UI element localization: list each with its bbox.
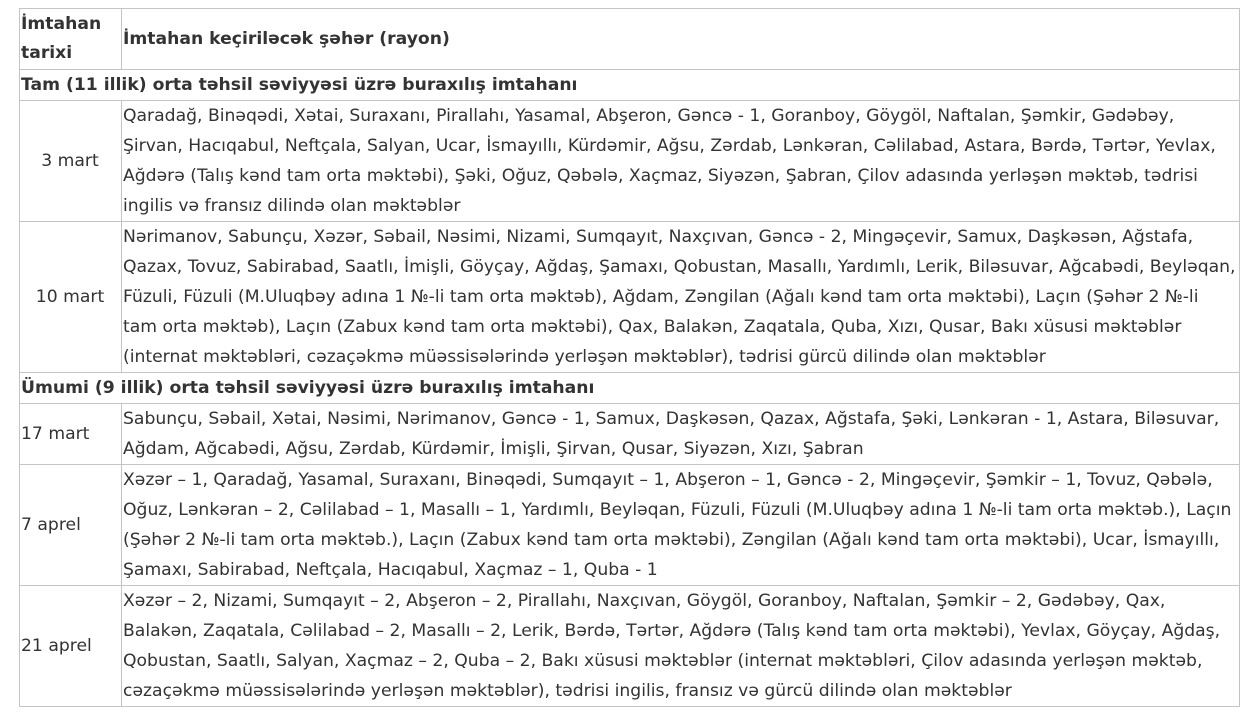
section-row-9-year [20, 373, 1240, 404]
section-title: Tam (11 illik) orta təhsil səviyyəsi üzrə buraxılış imtahanı [20, 70, 1240, 101]
city-list: Nərimanov, Sabunçu, Xəzər, Səbail, Nəsimi, Nizami, Sumqayıt, Naxçıvan, Gəncə - 2, Mingəçevir, Samux, Daşkəsən, Ağstafa, Qazax, Tovuz, Sabirabad, Saatlı, İmişli, Göyçay, Ağdaş, Şamaxı, Qobustan, Masallı, Yardımlı, Lerik, Biləsuvar, Ağcabədi, Beyləqan, Füzuli, Füzuli (M.Uluqbəy adına 1 №-li tam orta məktəb), Ağdam, Zəngilan (Ağalı kənd tam orta məktəbi), Laçın (Şəhər 2 №-li tam orta məktəb), Laçın (Zabux kənd tam orta məktəbi), Qax, Balakən, Zaqatala, Quba, Xızı, Qusar, Bakı xüsusi məktəblər (internat məktəbləri, cəzaçəkmə müəssisələrində yerləşən məktəblər), tədrisi gürcü dilində olan məktəblər [122, 222, 1240, 373]
city-list: Xəzər – 1, Qaradağ, Yasamal, Suraxanı, Binəqədi, Sumqayıt – 1, Abşeron – 1, Gəncə - 2, Mingəçevir, Şəmkir – 1, Tovuz, Qəbələ, Oğuz, Lənkəran – 2, Cəlilabad – 1, Masallı – 1, Yardımlı, Beyləqan, Füzuli, Füzuli (M.Uluqbəy adına 1 №-li tam orta məktəb.), Laçın (Şəhər 2 №-li tam orta məktəb.), Laçın (Zabux kənd tam orta məktəbi), Zəngilan (Ağalı kənd tam orta məktəbi), Ucar, İsmayıllı, Şamaxı, Sabirabad, Neftçala, Hacıqabul, Xaçmaz – 1, Quba - 1 [122, 465, 1240, 586]
table-row [20, 404, 1240, 465]
exam-date: 7 aprel [20, 465, 122, 586]
table-row [20, 586, 1240, 707]
table-header-row [20, 9, 1240, 70]
table-row [20, 465, 1240, 586]
exam-date: 21 aprel [20, 586, 122, 707]
city-list: Sabunçu, Səbail, Xətai, Nəsimi, Nərimanov, Gəncə - 1, Samux, Daşkəsən, Qazax, Ağstafa, Şəki, Lənkəran - 1, Astara, Biləsuvar, Ağdam, Ağcabədi, Ağsu, Zərdab, Kürdəmir, İmişli, Şirvan, Qusar, Siyəzən, Xızı, Şabran [122, 404, 1240, 465]
header-city: İmtahan keçiriləcək şəhər (rayon) [122, 9, 1240, 70]
exam-schedule-table [19, 8, 1240, 707]
exam-date: 10 mart [20, 222, 122, 373]
table-row [20, 101, 1240, 222]
city-list: Qaradağ, Binəqədi, Xətai, Suraxanı, Pirallahı, Yasamal, Abşeron, Gəncə - 1, Goranboy, Göygöl, Naftalan, Şəmkir, Gədəbəy, Şirvan, Hacıqabul, Neftçala, Salyan, Ucar, İsmayıllı, Kürdəmir, Ağsu, Zərdab, Lənkəran, Cəlilabad, Astara, Bərdə, Tərtər, Yevlax, Ağdərə (Talış kənd tam orta məktəbi), Şəki, Oğuz, Qəbələ, Xaçmaz, Siyəzən, Şabran, Çilov adasında yerləşən məktəb, tədrisi ingilis və fransız dilində olan məktəblər [122, 101, 1240, 222]
section-row-11-year [20, 70, 1240, 101]
header-date: İmtahan tarixi [20, 9, 122, 70]
city-list: Xəzər – 2, Nizami, Sumqayıt – 2, Abşeron – 2, Pirallahı, Naxçıvan, Göygöl, Goranboy, Naftalan, Şəmkir – 2, Gədəbəy, Qax, Balakən, Zaqatala, Cəlilabad – 2, Masallı – 2, Lerik, Bərdə, Tərtər, Ağdərə (Talış kənd tam orta məktəbi), Yevlax, Göyçay, Ağdaş, Qobustan, Saatlı, Salyan, Xaçmaz – 2, Quba – 2, Bakı xüsusi məktəblər (internat məktəbləri, Çilov adasında yerləşən məktəb, cəzaçəkmə müəssisələrində yerləşən məktəblər), tədrisi ingilis, fransız və gürcü dilində olan məktəblər [122, 586, 1240, 707]
section-title: Ümumi (9 illik) orta təhsil səviyyəsi üzrə buraxılış imtahanı [20, 373, 1240, 404]
table-row [20, 222, 1240, 373]
exam-date: 17 mart [20, 404, 122, 465]
exam-date: 3 mart [20, 101, 122, 222]
